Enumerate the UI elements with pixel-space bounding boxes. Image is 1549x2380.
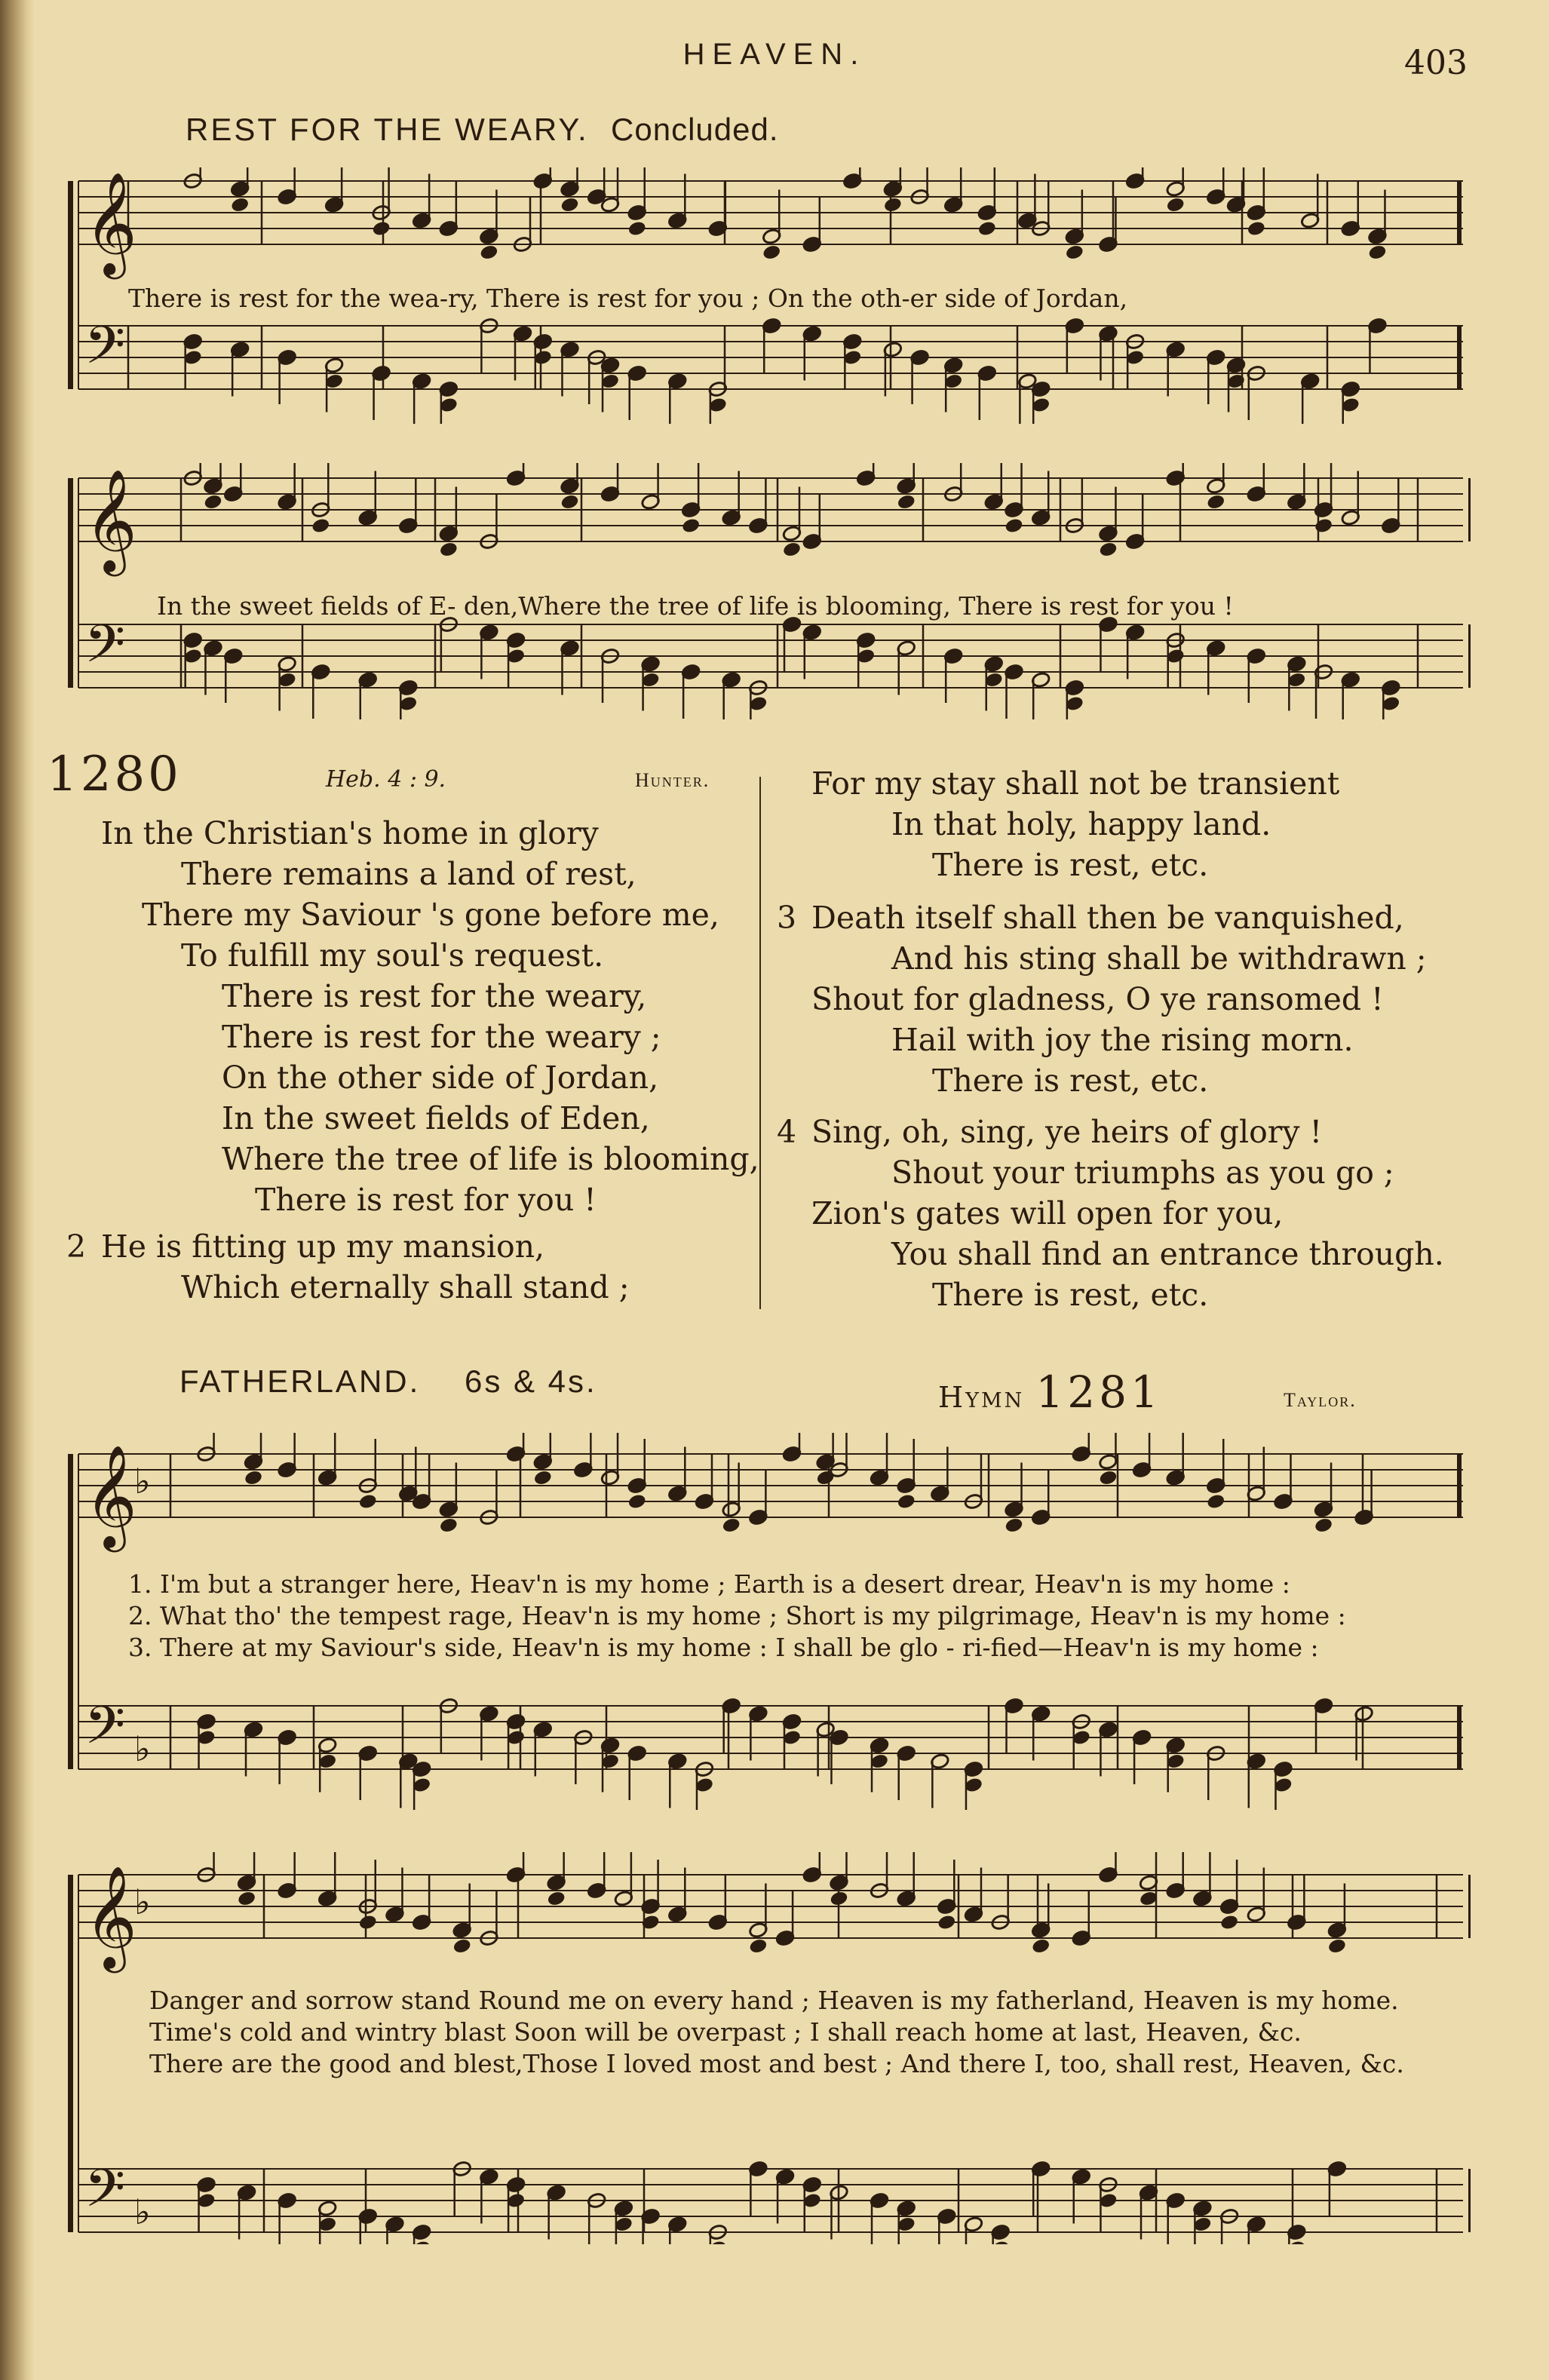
bass-clef-icon: 𝄢	[84, 314, 126, 388]
stanza-line: In the Christian's home in glory	[101, 815, 599, 851]
note-head	[816, 1469, 836, 1486]
note-head	[1219, 1914, 1239, 1931]
music-system-rest-1	[68, 167, 1471, 424]
note-head	[762, 244, 781, 261]
stanza-line: Sing, oh, sing, ye heirs of glory !	[811, 1114, 1323, 1150]
stanza-line: Where the tree of life is blooming,	[222, 1141, 759, 1177]
stanza-line: There is rest for the weary ;	[222, 1019, 661, 1055]
stanza-line: There is rest for the weary,	[222, 978, 647, 1014]
note-head	[311, 517, 330, 535]
key-flat-icon: ♭	[134, 1461, 151, 1501]
note-head	[627, 220, 647, 238]
system-bracket	[68, 478, 73, 688]
note-head	[439, 1517, 459, 1534]
column-divider	[759, 777, 761, 1309]
stanza-line: There remains a land of rest,	[181, 856, 636, 892]
verse-line: 3. There at my Saviour's side, Heav'n is my home : I shall be glo - ri-fied—Heav'n is my home :	[128, 1633, 1319, 1662]
note-head	[1327, 1937, 1347, 1955]
verse-lines	[149, 1985, 1404, 2080]
stanza-number: 2	[66, 1228, 87, 1265]
stanza-line: You shall find an entrance through.	[891, 1236, 1444, 1272]
tune-title-text: FATHERLAND.	[179, 1363, 421, 1399]
stanza-line: There is rest for you !	[255, 1182, 597, 1218]
tune-meter: 6s & 4s.	[464, 1363, 597, 1399]
note-head	[1004, 1517, 1023, 1534]
music-system-fatherland-2	[68, 1852, 1471, 2244]
stanza-line: There is rest, etc.	[932, 1277, 1209, 1313]
stanza-line: For my stay shall not be transient	[811, 765, 1340, 802]
stanza-line: In that holy, happy land.	[891, 806, 1271, 842]
stanza-line: Shout for gladness, O ye ransomed !	[811, 981, 1384, 1017]
music-system-fatherland-1	[68, 1433, 1471, 1810]
note-head	[937, 1914, 956, 1931]
note-head	[230, 196, 250, 213]
note-head	[627, 1493, 647, 1511]
note-head	[479, 244, 498, 261]
hymn-number: 1280	[47, 747, 182, 802]
treble-clef-icon: 𝄞	[84, 468, 137, 572]
note-head	[883, 196, 903, 213]
note-head	[358, 1493, 378, 1511]
treble-clef-icon: 𝄞	[84, 1864, 137, 1968]
note-head	[560, 196, 579, 213]
note-head	[560, 493, 579, 511]
note-head	[1065, 244, 1084, 261]
verse-line: Danger and sorrow stand Round me on every hand ; Heaven is my fatherland, Heaven is my home.	[149, 1986, 1399, 2015]
note-head	[1166, 196, 1186, 213]
note-head	[782, 541, 802, 558]
system-bracket	[68, 181, 73, 389]
hymn-number-1281: 1281	[1035, 1366, 1162, 1418]
stanza-line: He is fitting up my mansion,	[101, 1228, 545, 1265]
stanza-line: And his sting shall be withdrawn ;	[891, 940, 1427, 977]
system-bracket	[68, 1454, 73, 1769]
verse-line: 1. I'm but a stranger here, Heav'n is my home ; Earth is a desert drear, Heav'n is my home :	[128, 1569, 1290, 1599]
page-number: 403	[1404, 44, 1468, 82]
tune-title-fatherland	[179, 1363, 597, 1400]
bass-clef-icon: 𝄢	[84, 613, 126, 687]
tune-title-rest-for-the-weary	[186, 112, 779, 148]
note-head	[203, 493, 222, 511]
stanza-line: In the sweet fields of Eden,	[222, 1100, 650, 1136]
bass-clef-icon: 𝄢	[84, 1695, 126, 1768]
note-head	[681, 517, 701, 535]
stanza-line: To fulfill my soul's request.	[181, 937, 604, 974]
treble-clef-icon: 𝄞	[84, 1443, 137, 1547]
system-bracket	[68, 1875, 73, 2232]
note-head	[1247, 220, 1266, 238]
stanza-2-continued	[777, 763, 1339, 885]
stanza-line: Which eternally shall stand ;	[181, 1269, 630, 1305]
stanza-line: There is rest, etc.	[932, 1063, 1209, 1099]
verse-line: There are the good and blest,Those I loved most and best ; And there I, too, shall rest, Heaven, &c.	[149, 2049, 1404, 2078]
stanza-number: 4	[777, 1114, 797, 1150]
note-head	[1206, 1493, 1225, 1511]
note-head	[533, 1469, 553, 1486]
note-head	[547, 1890, 566, 1907]
note-head	[372, 220, 391, 238]
stanza-line: Shout your triumphs as you go ;	[891, 1155, 1394, 1191]
note-head	[829, 1890, 848, 1907]
hymn-word: Hymn	[938, 1381, 1025, 1414]
stanza-line: There is rest, etc.	[932, 847, 1209, 883]
note-head	[1031, 1937, 1051, 1955]
note-head	[1004, 517, 1023, 535]
note-head	[897, 1493, 916, 1511]
stanza-line: Hail with joy the rising morn.	[891, 1022, 1354, 1058]
note-head	[1314, 517, 1333, 535]
verse-line: Time's cold and wintry blast Soon will be overpast ; I shall reach home at last, Heaven, &c.	[149, 2017, 1302, 2047]
tune-title-concluded: Concluded.	[611, 112, 779, 147]
lyric-line: In the sweet fields of E- den,Where the tree of life is blooming, There is rest for you !	[157, 591, 1234, 621]
stanza-line: Zion's gates will open for you,	[811, 1195, 1284, 1231]
hymn-author: Hunter.	[635, 769, 710, 791]
stanza-line: Death itself shall then be vanquished,	[811, 900, 1404, 936]
page-binding-edge	[0, 0, 35, 2380]
key-flat-icon: ♭	[134, 1882, 151, 1922]
stanza-number: 3	[777, 900, 797, 936]
stanza-2	[66, 1226, 630, 1308]
key-flat-icon: ♭	[134, 2191, 151, 2232]
bass-clef-icon: 𝄢	[84, 2158, 126, 2231]
stanza-line: On the other side of Jordan,	[222, 1060, 659, 1096]
note-head	[1206, 493, 1225, 511]
note-head	[1367, 244, 1387, 261]
stanza-3	[777, 897, 1427, 1101]
music-system-rest-2	[68, 463, 1471, 719]
tune-title-text: REST FOR THE WEARY.	[186, 112, 589, 147]
note-head	[977, 220, 997, 238]
hymn-label	[938, 1366, 1162, 1418]
note-head	[237, 1890, 256, 1907]
note-head	[439, 541, 459, 558]
note-head	[722, 1517, 741, 1534]
verse-lines	[128, 1569, 1346, 1664]
note-head	[452, 1937, 472, 1955]
verse-line: 2. What tho' the tempest rage, Heav'n is my home ; Short is my pilgrimage, Heav'n is my home :	[128, 1601, 1346, 1630]
running-head: HEAVEN.	[682, 38, 867, 71]
note-head	[1098, 1469, 1118, 1486]
stanza-1	[66, 813, 759, 1220]
note-head	[748, 1937, 768, 1955]
treble-clef-icon: 𝄞	[84, 170, 137, 274]
note-head	[1098, 541, 1118, 558]
note-head	[897, 493, 916, 511]
key-flat-icon: ♭	[134, 1728, 151, 1769]
lyric-line: There is rest for the wea-ry, There is rest for you ; On the oth-er side of Jordan,	[128, 284, 1128, 313]
note-head	[1314, 1517, 1333, 1534]
stanza-4	[777, 1112, 1444, 1315]
scripture-reference: Heb. 4 : 9.	[326, 766, 446, 793]
tune-author: Taylor.	[1284, 1389, 1357, 1411]
note-head	[244, 1469, 263, 1486]
note-head	[358, 1914, 378, 1931]
stanza-line: There my Saviour 's gone before me,	[142, 897, 719, 933]
